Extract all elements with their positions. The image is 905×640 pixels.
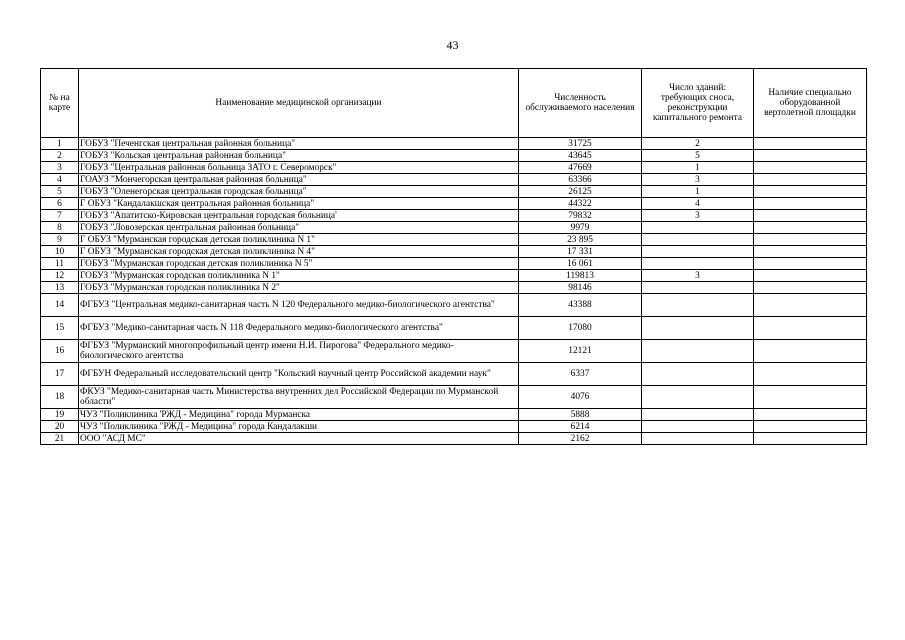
cell-buildings (642, 386, 754, 409)
cell-buildings: 4 (642, 198, 754, 210)
table-row (41, 317, 867, 340)
cell-num: 5 (41, 186, 79, 198)
cell-population: 23 895 (519, 234, 642, 246)
cell-buildings: 1 (642, 186, 754, 198)
cell-buildings (642, 340, 754, 363)
cell-helipad (754, 409, 867, 421)
cell-num: 20 (41, 421, 79, 433)
cell-population: 47669 (519, 162, 642, 174)
cell-name: Г ОБУЗ "Мурманская городская детская поликлиника N 4" (79, 246, 519, 258)
cell-buildings: 2 (642, 138, 754, 150)
cell-helipad (754, 421, 867, 433)
cell-num: 1 (41, 138, 79, 150)
table-row (41, 150, 867, 162)
header-population: Численность обслуживаемого населения (519, 69, 642, 138)
cell-name: Г ОБУЗ "Мурманская городская детская поликлиника N 1" (79, 234, 519, 246)
cell-name: ЧУЗ "Поликлиника 'РЖД - Медицина" города Мурманска (79, 409, 519, 421)
cell-name: ГОБУЗ "Мурманская городская детская поликлиника N 5" (79, 258, 519, 270)
cell-name: Г ОБУЗ "Кандалакшская центральная районная больница" (79, 198, 519, 210)
cell-population: 17 331 (519, 246, 642, 258)
cell-population: 4076 (519, 386, 642, 409)
table-row (41, 174, 867, 186)
cell-population: 16 061 (519, 258, 642, 270)
cell-num: 11 (41, 258, 79, 270)
cell-helipad (754, 174, 867, 186)
cell-helipad (754, 294, 867, 317)
cell-buildings (642, 409, 754, 421)
cell-helipad (754, 138, 867, 150)
cell-buildings (642, 363, 754, 386)
cell-name: ГОБУЗ "Центральная районная больница ЗАТО г. Североморск" (79, 162, 519, 174)
cell-buildings: 5 (642, 150, 754, 162)
cell-helipad (754, 282, 867, 294)
table-row (41, 409, 867, 421)
table-row (41, 433, 867, 445)
cell-population: 17080 (519, 317, 642, 340)
cell-name: ЧУЗ "Поликлиника "РЖД - Медицина" города Кандалакши (79, 421, 519, 433)
header-buildings: Число зданий: требующих сноса, реконструкции капитального ремонта (642, 69, 754, 138)
cell-buildings: 1 (642, 162, 754, 174)
cell-buildings (642, 222, 754, 234)
cell-population: 12121 (519, 340, 642, 363)
table-row (41, 282, 867, 294)
cell-num: 16 (41, 340, 79, 363)
cell-population: 9979 (519, 222, 642, 234)
cell-helipad (754, 363, 867, 386)
cell-population: 5888 (519, 409, 642, 421)
table-header-row (41, 69, 867, 138)
header-name: Наименование медицинской организации (79, 69, 519, 138)
cell-population: 63366 (519, 174, 642, 186)
table-row (41, 222, 867, 234)
cell-helipad (754, 433, 867, 445)
cell-num: 7 (41, 210, 79, 222)
cell-name: ФГБУЗ "Медико-санитарная часть N 118 Федерального медико-биологического агентства" (79, 317, 519, 340)
cell-num: 9 (41, 234, 79, 246)
cell-name: ГОБУЗ "Ловозерская центральная районная больница" (79, 222, 519, 234)
cell-name: ФГБУН Федеральный исследовательский центр "Кольский научный центр Российской академии наук" (79, 363, 519, 386)
cell-population: 6337 (519, 363, 642, 386)
cell-helipad (754, 234, 867, 246)
cell-name: ФГБУЗ "Мурманский многопрофильный центр имени Н.И. Пирогова" Федерального медико-биологического агентства (79, 340, 519, 363)
cell-name: ГОБУЗ "Печенгская центральная районная больница" (79, 138, 519, 150)
cell-name: ГОБУЗ "Мурманская городская поликлиника N 1" (79, 270, 519, 282)
table-row (41, 386, 867, 409)
cell-population: 2162 (519, 433, 642, 445)
table-row (41, 258, 867, 270)
cell-buildings (642, 234, 754, 246)
cell-name: ООО "АСД МС" (79, 433, 519, 445)
cell-num: 8 (41, 222, 79, 234)
cell-num: 15 (41, 317, 79, 340)
cell-buildings (642, 246, 754, 258)
cell-num: 14 (41, 294, 79, 317)
table-row (41, 421, 867, 433)
cell-population: 6214 (519, 421, 642, 433)
table-row (41, 162, 867, 174)
table-row (41, 340, 867, 363)
cell-num: 2 (41, 150, 79, 162)
cell-helipad (754, 162, 867, 174)
cell-helipad (754, 270, 867, 282)
cell-name: ГОБУЗ "Апатитско-Кировская центральная городская больница' (79, 210, 519, 222)
cell-num: 10 (41, 246, 79, 258)
cell-helipad (754, 186, 867, 198)
cell-buildings: 3 (642, 270, 754, 282)
cell-num: 6 (41, 198, 79, 210)
cell-population: 43388 (519, 294, 642, 317)
cell-num: 3 (41, 162, 79, 174)
table-row (41, 138, 867, 150)
table-row (41, 210, 867, 222)
table-body (41, 138, 867, 445)
cell-population: 119813 (519, 270, 642, 282)
page-number: 43 (446, 38, 459, 52)
cell-name: ГОБУЗ "Кольская центральная районная больница" (79, 150, 519, 162)
cell-buildings (642, 433, 754, 445)
cell-buildings (642, 294, 754, 317)
cell-buildings: 3 (642, 210, 754, 222)
table-row (41, 246, 867, 258)
cell-buildings (642, 258, 754, 270)
header-num: № на карте (41, 69, 79, 138)
cell-buildings (642, 282, 754, 294)
cell-num: 17 (41, 363, 79, 386)
cell-name: ФКУЗ "Медико-санитарная часть Министерства внутренних дел Российской Федерации по Мурманской области" (79, 386, 519, 409)
cell-name: ФГБУЗ "Центральная медико-санитарная часть N 120 Федерального медико-биологического агентства" (79, 294, 519, 317)
table-row (41, 294, 867, 317)
cell-population: 31725 (519, 138, 642, 150)
header-helipad: Наличие специально оборудованной вертолетной площадки (754, 69, 867, 138)
cell-helipad (754, 340, 867, 363)
cell-population: 79832 (519, 210, 642, 222)
cell-helipad (754, 210, 867, 222)
table-row (41, 363, 867, 386)
cell-helipad (754, 150, 867, 162)
cell-helipad (754, 317, 867, 340)
cell-num: 18 (41, 386, 79, 409)
table-row (41, 198, 867, 210)
cell-buildings (642, 421, 754, 433)
cell-population: 98146 (519, 282, 642, 294)
cell-name: ГОБУЗ "Мурманская городская поликлиника N 2" (79, 282, 519, 294)
cell-num: 12 (41, 270, 79, 282)
table-row (41, 186, 867, 198)
cell-num: 19 (41, 409, 79, 421)
medical-organizations-table (40, 68, 867, 445)
cell-helipad (754, 258, 867, 270)
cell-name: ГОАУЗ "Мончегорская центральная районная больница" (79, 174, 519, 186)
table-row (41, 234, 867, 246)
cell-buildings (642, 317, 754, 340)
cell-helipad (754, 386, 867, 409)
cell-num: 13 (41, 282, 79, 294)
cell-population: 26125 (519, 186, 642, 198)
cell-helipad (754, 222, 867, 234)
table-row (41, 270, 867, 282)
cell-helipad (754, 198, 867, 210)
cell-name: ГОБУЗ "Оленегорская центральная городская больница" (79, 186, 519, 198)
cell-population: 43645 (519, 150, 642, 162)
cell-buildings: 3 (642, 174, 754, 186)
cell-num: 4 (41, 174, 79, 186)
cell-num: 21 (41, 433, 79, 445)
cell-helipad (754, 246, 867, 258)
cell-population: 44322 (519, 198, 642, 210)
